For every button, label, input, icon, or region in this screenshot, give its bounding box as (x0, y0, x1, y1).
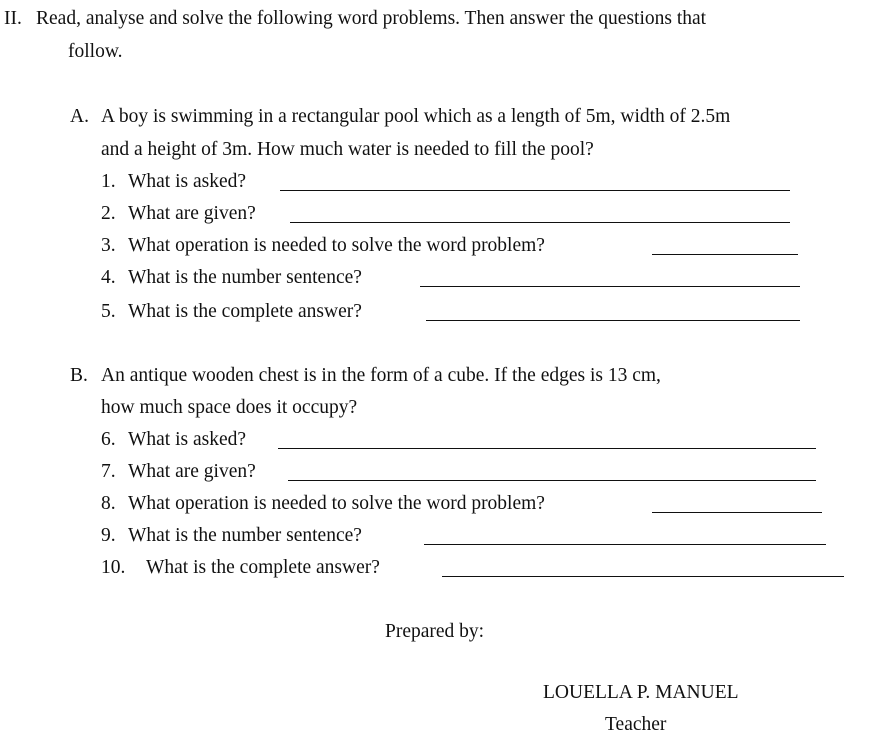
question-text: What is the complete answer? (128, 301, 362, 322)
teacher-name: LOUELLA P. MANUEL (543, 682, 739, 703)
teacher-title: Teacher (605, 714, 667, 735)
answer-blank[interactable] (652, 512, 822, 513)
question-number: 2. (101, 203, 116, 224)
section-numeral: II. (4, 8, 22, 29)
question-number: 10. (101, 557, 126, 578)
problem-a-text-line1: A boy is swimming in a rectangular pool which as a length of 5m, width of 2.5m (101, 106, 731, 127)
answer-blank[interactable] (420, 286, 800, 287)
question-text: What are given? (128, 461, 256, 482)
answer-blank[interactable] (288, 480, 816, 481)
question-number: 4. (101, 267, 116, 288)
problem-a-text-line2: and a height of 3m. How much water is needed to fill the pool? (101, 139, 594, 160)
question-text: What is the number sentence? (128, 267, 362, 288)
problem-b-text-line2: how much space does it occupy? (101, 397, 358, 418)
question-number: 3. (101, 235, 116, 256)
problem-b-text-line1: An antique wooden chest is in the form of a cube. If the edges is 13 cm, (101, 365, 661, 386)
question-number: 9. (101, 525, 116, 546)
question-number: 1. (101, 171, 116, 192)
question-text: What is asked? (128, 429, 247, 450)
problem-a-letter: A. (70, 106, 89, 127)
question-text: What operation is needed to solve the word problem? (128, 493, 545, 514)
question-text: What are given? (128, 203, 256, 224)
prepared-by-label: Prepared by: (385, 621, 485, 642)
question-number: 5. (101, 301, 116, 322)
answer-blank[interactable] (426, 320, 800, 321)
question-text: What is the number sentence? (128, 525, 362, 546)
answer-blank[interactable] (290, 222, 790, 223)
question-text: What is the complete answer? (146, 557, 380, 578)
answer-blank[interactable] (652, 254, 798, 255)
answer-blank[interactable] (280, 190, 790, 191)
answer-blank[interactable] (278, 448, 816, 449)
answer-blank[interactable] (442, 576, 844, 577)
answer-blank[interactable] (424, 544, 826, 545)
question-text: What is asked? (128, 171, 247, 192)
question-number: 6. (101, 429, 116, 450)
question-number: 8. (101, 493, 116, 514)
problem-b-letter: B. (70, 365, 88, 386)
section-instruction-line2: follow. (68, 41, 123, 62)
section-instruction-line1: Read, analyse and solve the following word problems. Then answer the questions that (36, 8, 707, 29)
question-number: 7. (101, 461, 116, 482)
question-text: What operation is needed to solve the word problem? (128, 235, 545, 256)
